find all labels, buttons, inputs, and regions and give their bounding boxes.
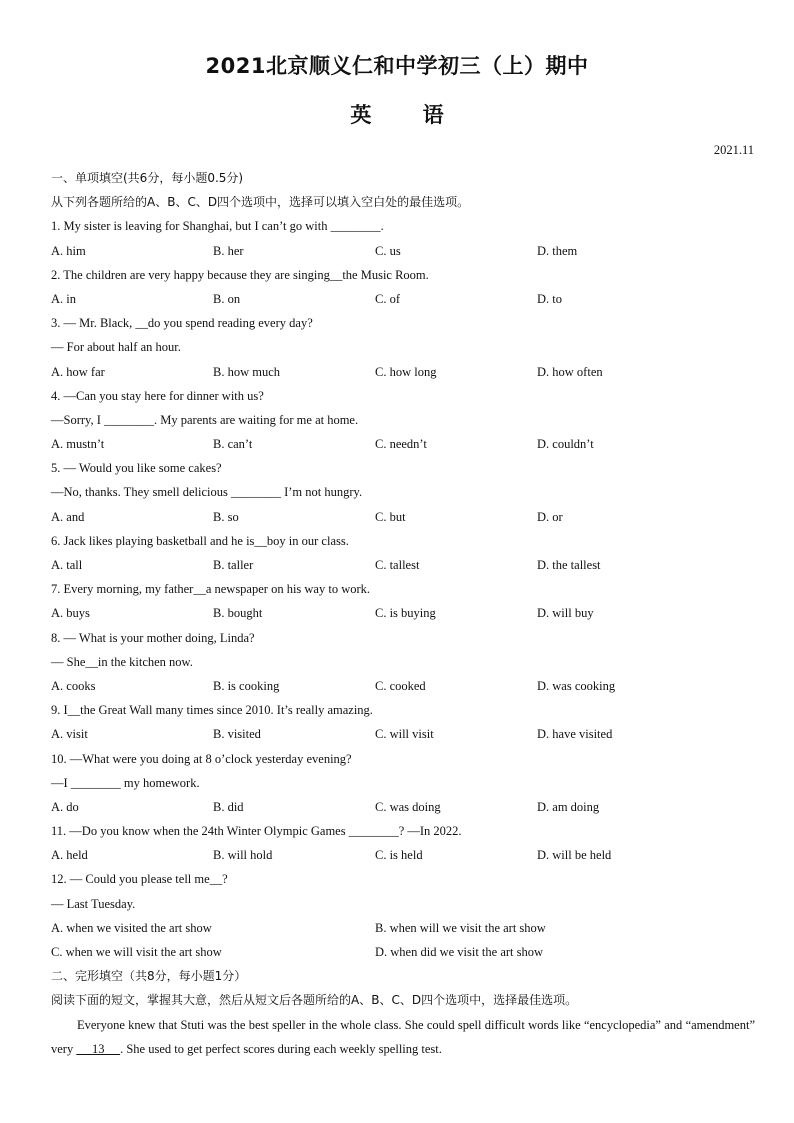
option-c: C. but (375, 509, 406, 524)
option-a: A. tall (51, 558, 83, 572)
option-d: D. am doing (537, 799, 600, 814)
question-line: 6. Jack likes playing basketball and he is__boy in our class. (51, 533, 349, 548)
passage-text: . She used to get perfect scores during each weekly spelling test. (120, 1041, 442, 1056)
option-c: C. tallest (375, 558, 420, 572)
options-row (51, 432, 755, 456)
section-heading: 一、单项填空(共6分，每小题0.5分) (51, 171, 244, 185)
options-row (51, 916, 755, 940)
option-a: A. in (51, 291, 76, 306)
question-line: — She__in the kitchen now. (51, 654, 193, 669)
option-a: A. and (51, 509, 85, 524)
options-row (51, 287, 755, 311)
question-line: 3. — Mr. Black, __do you spend reading every day? (51, 316, 313, 331)
option-b: B. will hold (213, 848, 273, 863)
option-a: A. how far (51, 364, 105, 379)
option-d: D. was cooking (537, 678, 616, 693)
options-row (51, 239, 755, 263)
option-b: B. bought (213, 606, 263, 621)
option-b: B. how much (213, 364, 281, 379)
option-b: B. visited (213, 727, 261, 742)
question-line: 8. — What is your mother doing, Linda? (51, 630, 255, 645)
question-1 (51, 214, 755, 262)
option-d: D. or (537, 509, 563, 524)
question-line: 2. The children are very happy because they are singing__the Music Room. (51, 267, 429, 282)
question-line: —No, thanks. They smell delicious ________ I’m not hungry. (51, 485, 363, 500)
option-c: C. was doing (375, 799, 441, 814)
question-9 (51, 698, 755, 746)
option-b: B. taller (213, 558, 254, 572)
option-c: C. will visit (375, 727, 434, 742)
question-line: 7. Every morning, my father__a newspaper on his way to work. (51, 582, 371, 597)
question-4 (51, 384, 755, 457)
option-c: C. us (375, 243, 401, 258)
section-instruction: 阅读下面的短文，掌握其大意，然后从短文后各题所给的A、B、C、D四个选项中，选择最佳选项。 (51, 993, 578, 1008)
page-title: 2021北京顺义仁和中学初三（上）期中 (205, 54, 589, 78)
option-d: D. how often (537, 364, 603, 379)
option-c: C. needn’t (375, 437, 427, 452)
option-d: D. when did we visit the art show (375, 945, 544, 959)
options-row (51, 553, 755, 577)
question-10 (51, 747, 755, 820)
option-a: A. cooks (51, 678, 96, 693)
option-b: B. on (213, 291, 241, 306)
options-row (51, 360, 755, 384)
exam-body (51, 166, 755, 1061)
option-b: B. can’t (213, 437, 253, 452)
option-c: C. is buying (375, 606, 436, 621)
question-line: 12. — Could you please tell me__? (51, 872, 228, 887)
question-6 (51, 529, 755, 577)
options-row (51, 795, 755, 819)
option-b: B. did (213, 799, 244, 814)
subject-title: 英 语 (350, 103, 444, 127)
question-line: 10. —What were you doing at 8 o’clock yesterday evening? (51, 751, 352, 766)
question-line: — Last Tuesday. (51, 896, 136, 911)
question-8 (51, 626, 755, 699)
section-instruction: 从下列各题所给的A、B、C、D四个选项中，选择可以填入空白处的最佳选项。 (51, 195, 470, 210)
option-c: C. how long (375, 364, 437, 379)
question-line: 11. —Do you know when the 24th Winter Olympic Games ________? —In 2022. (51, 824, 462, 839)
question-line: 4. —Can you stay here for dinner with us? (51, 388, 264, 403)
option-d: D. will buy (537, 606, 594, 621)
options-row (51, 940, 755, 964)
option-b: B. so (213, 509, 239, 524)
section-heading: 二、完形填空（共8分，每小题1分） (51, 969, 247, 984)
passage-text: Everyone knew that Stuti was the best speller in the whole class. She could spell difficult words like “encyclopedia” and “amendment” very (51, 1017, 755, 1056)
option-b: B. when will we visit the art show (375, 920, 546, 935)
exam-date: 2021.11 (713, 143, 754, 157)
option-a: A. when we visited the art show (51, 920, 212, 935)
options-row (51, 601, 755, 625)
question-line: 9. I__the Great Wall many times since 2010. It’s really amazing. (51, 703, 373, 718)
question-11 (51, 819, 755, 867)
option-a: A. visit (51, 727, 88, 742)
question-line: 5. — Would you like some cakes? (51, 461, 222, 476)
question-12 (51, 867, 755, 964)
options-row (51, 843, 755, 867)
option-c: C. cooked (375, 678, 426, 693)
question-list (51, 214, 755, 867)
option-d: D. them (537, 243, 578, 258)
option-d: D. have visited (537, 727, 613, 742)
option-c: C. is held (375, 848, 423, 863)
option-b: B. is cooking (213, 678, 280, 693)
options-row (51, 722, 755, 746)
option-c: C. when we will visit the art show (51, 945, 222, 959)
question-line: — For about half an hour. (51, 340, 181, 355)
option-a: A. held (51, 848, 88, 863)
question-5 (51, 456, 755, 529)
question-line: —Sorry, I ________. My parents are waiting for me at home. (51, 412, 359, 427)
question-line: —I ________ my homework. (51, 775, 200, 790)
option-d: D. the tallest (537, 558, 601, 572)
option-c: C. of (375, 291, 400, 306)
option-a: A. buys (51, 606, 90, 621)
question-7 (51, 577, 755, 625)
option-a: A. him (51, 243, 86, 258)
question-2 (51, 263, 755, 311)
options-row (51, 505, 755, 529)
options-row (51, 674, 755, 698)
option-a: A. do (51, 799, 79, 814)
option-d: D. will be held (537, 848, 612, 863)
option-a: A. mustn’t (51, 437, 105, 452)
blank-13: 13 (76, 1041, 121, 1056)
option-b: B. her (213, 243, 244, 258)
question-line: 1. My sister is leaving for Shanghai, but I can’t go with ________. (51, 219, 384, 234)
passage-paragraph (51, 1013, 755, 1061)
question-3 (51, 311, 755, 384)
option-d: D. couldn’t (537, 437, 594, 452)
option-d: D. to (537, 291, 562, 306)
